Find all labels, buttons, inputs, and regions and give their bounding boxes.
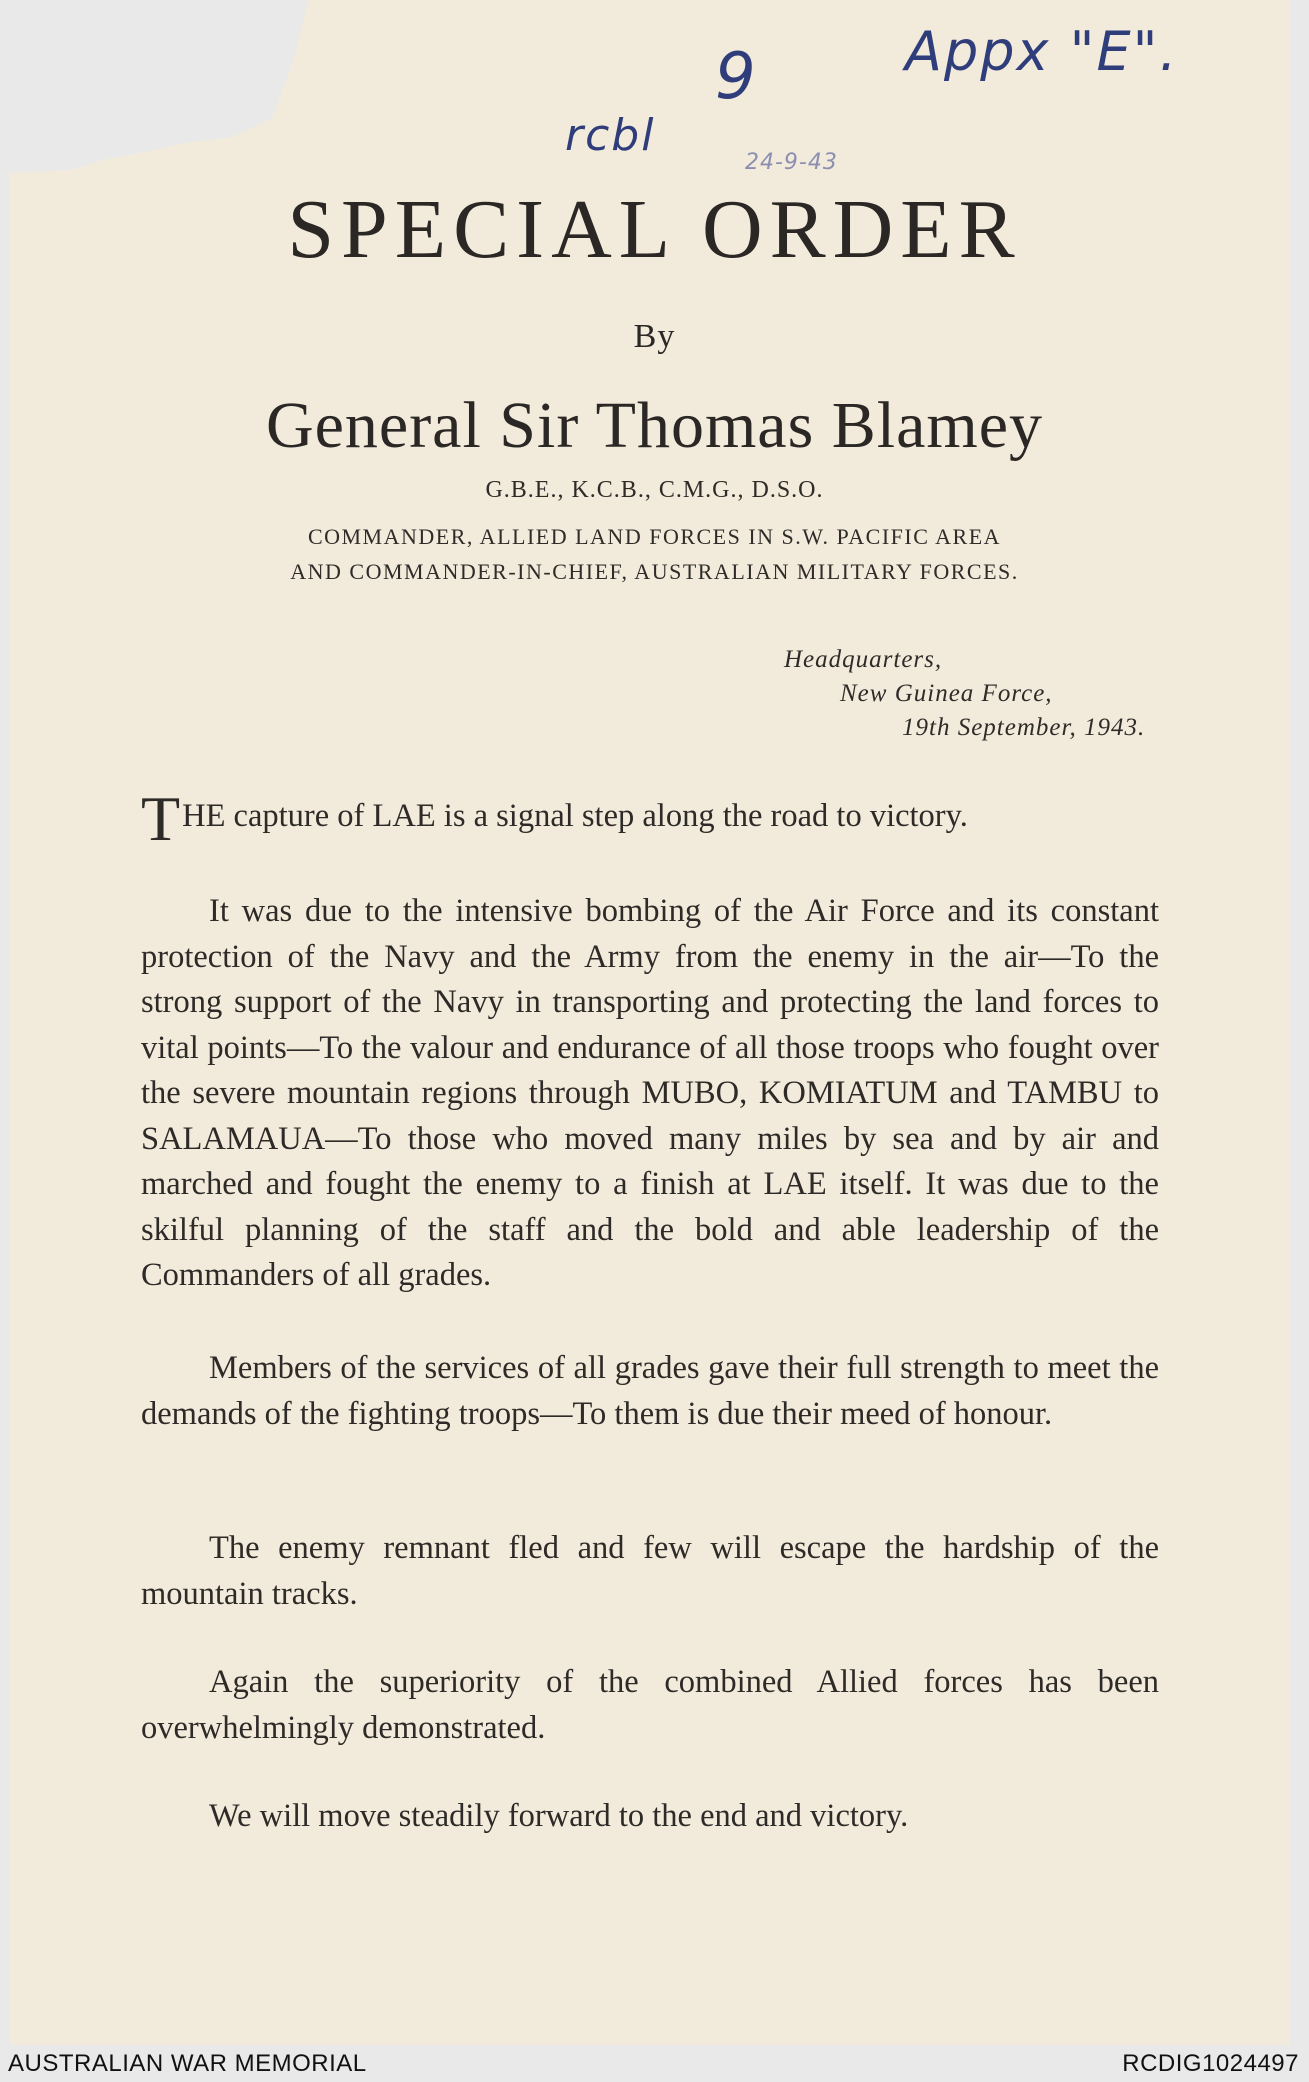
location-line-1: Headquarters,: [784, 646, 943, 673]
paragraph-6: We will move steadily forward to the end and victory.: [209, 1798, 909, 1834]
command-line-2: AND COMMANDER-IN-CHIEF, AUSTRALIAN MILITARY FORCES.: [290, 559, 1019, 584]
author-decorations: G.B.E., K.C.B., C.M.G., D.S.O.: [485, 477, 824, 503]
page-title: SPECIAL ORDER: [287, 183, 1022, 276]
drop-cap: T: [141, 783, 181, 854]
paragraph-3: Members of the services of all grades gave their full strength to meet the demands of the fighting troops—To them is due their meed of honour.: [141, 1350, 1159, 1432]
command-line-1: COMMANDER, ALLIED LAND FORCES IN S.W. PACIFIC AREA: [307, 524, 1002, 549]
footer-source: AUSTRALIAN WAR MEMORIAL: [8, 2050, 367, 2077]
paragraph-1: [141, 783, 1159, 854]
paragraph-2: It was due to the intensive bombing of the Air Force and its constant protection of the Navy and the Army from the enemy in the air—To the strong support of the Navy in transporting and protecting the land forces to vital points—To the valour and endurance of all those troops who fought over the severe mountain regions through MUBO, KOMIATUM and TAMBU to SALAMAUA—To those who moved many miles by sea and by air and marched and fought the enemy to a finish at LAE itself. It was due to the skilful planning of the staff and the bold and able leadership of the Commanders of all grades.: [141, 893, 1159, 1293]
author-name: General Sir Thomas Blamey: [265, 389, 1044, 462]
paragraph-5: Again the superiority of the combined Allied forces has been overwhelmingly demonstrated.: [141, 1664, 1159, 1746]
handwritten-initials: rcbl: [565, 110, 656, 161]
handwritten-appendix-label: Appx "E".: [905, 20, 1179, 83]
footer-record-id: RCDIG1024497: [1122, 2050, 1299, 2077]
handwritten-date: 24-9-43: [745, 150, 838, 175]
by-line: By: [633, 318, 676, 355]
location-line-2: New Guinea Force,: [840, 680, 1053, 707]
paragraph-4: The enemy remnant fled and few will escape the hardship of the mountain tracks.: [141, 1530, 1159, 1612]
paragraph-1-text: HE capture of LAE is a signal step along the road to victory.: [182, 798, 968, 834]
handwritten-folio-number: 9: [715, 40, 758, 114]
date-line: 19th September, 1943.: [902, 714, 1146, 741]
